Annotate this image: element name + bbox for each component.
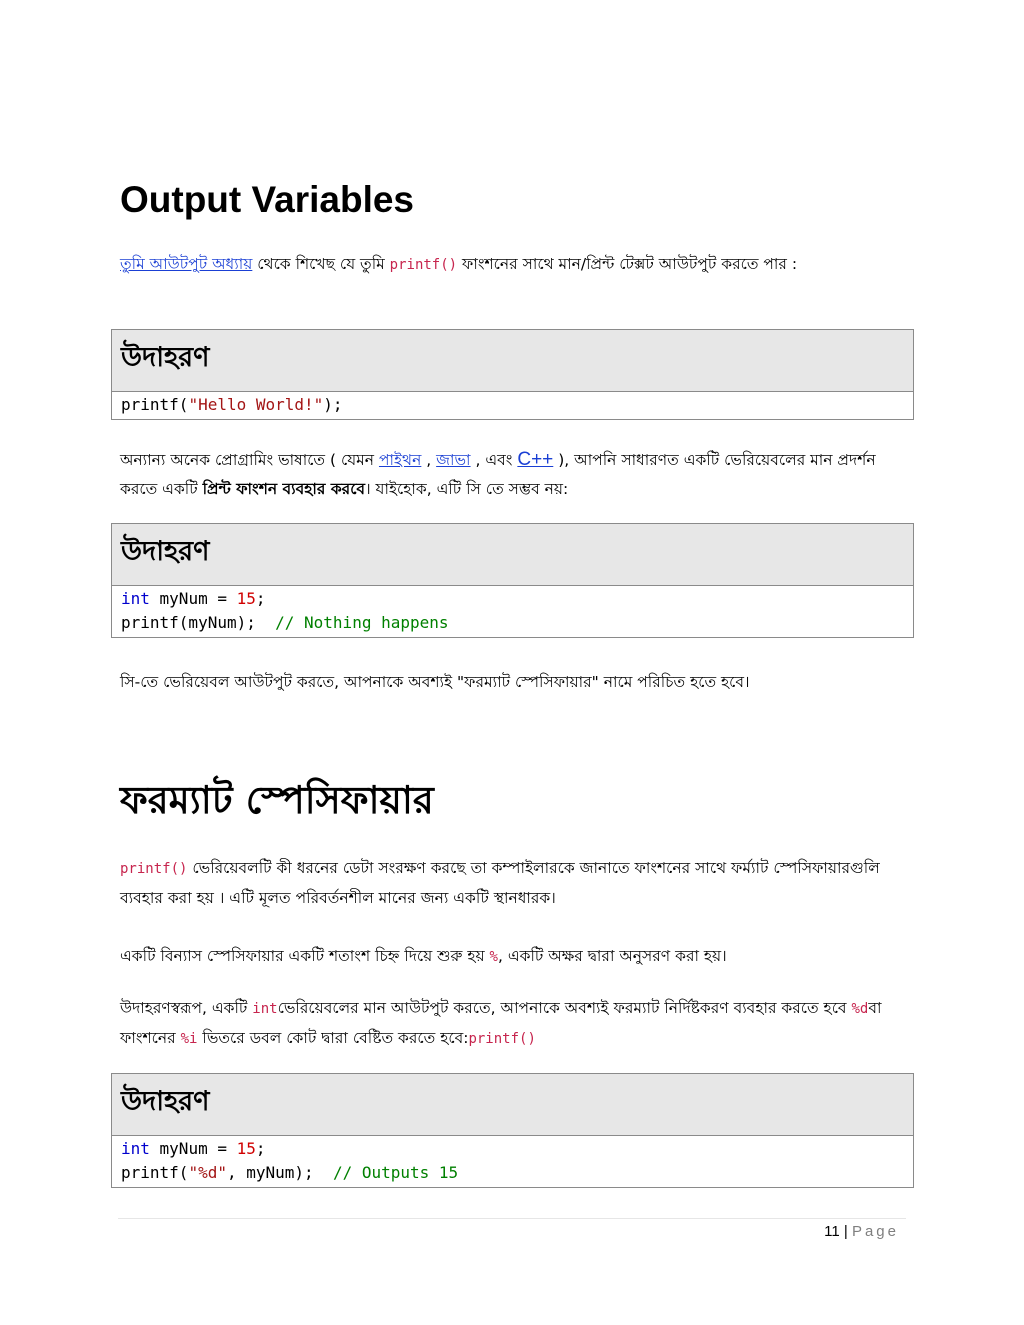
code-block	[112, 1136, 913, 1187]
example-heading: উদাহরণ	[112, 1074, 913, 1136]
code-block	[112, 586, 913, 637]
code-token: ;	[255, 1139, 266, 1158]
printf-code: printf()	[389, 257, 458, 273]
para-text: , একটি অক্ষর দ্বারা অনুসরণ করা হয়।	[497, 947, 727, 965]
para-text: ,	[421, 451, 437, 469]
section-title-output-variables: Output Variables	[120, 179, 415, 220]
para-text: ভিতরে ডবল কোট দ্বারা বেষ্টিত করতে হবে:	[197, 1029, 469, 1047]
section-title-format-specifier: ফরম্যাট স্পেসিফায়ার	[120, 778, 434, 822]
para-text: ভেরিয়েবলটি কী ধরনের ডেটা সংরক্ষণ করছে তা কম্পাইলারকে জানাতে ফাংশনের সাথে ফর্ম্যাট স্পেসিফায়ারগুলি ব্যবহার করা হয় । এটি মূলত পরিবর্তনশীল মানের জন্য একটি স্থানধারক।	[120, 859, 880, 907]
percent-symbol: %	[489, 949, 498, 965]
python-link[interactable]: পাইথন	[378, 451, 422, 469]
para-text: , এবং	[470, 451, 518, 469]
para-text: অন্যান্য অনেক প্রোগ্রামিং ভাষাতে ( যেমন	[120, 451, 379, 469]
para-bold-text: প্রিন্ট ফাংশন ব্যবহার করবে	[202, 480, 366, 498]
example-heading: উদাহরণ	[112, 524, 913, 586]
percent-d-code: %d	[851, 1001, 869, 1017]
code-keyword: int	[121, 589, 150, 608]
code-keyword: int	[121, 1139, 150, 1158]
para-text: উদাহরণস্বরূপ, একটি	[120, 999, 253, 1017]
code-token: ;	[255, 589, 266, 608]
format-specifier-paragraph	[120, 854, 910, 913]
code-number: 15	[236, 1139, 256, 1158]
code-token: myNum =	[149, 589, 237, 608]
code-token: , myNum);	[226, 1163, 333, 1182]
code-token: printf(myNum);	[121, 613, 276, 632]
languages-paragraph	[120, 445, 910, 504]
code-string: "Hello World!"	[188, 395, 324, 414]
example-heading: উদাহরণ	[112, 330, 913, 392]
percent-sign-paragraph	[120, 942, 910, 972]
example-box-1	[111, 329, 914, 420]
code-token: myNum =	[149, 1139, 237, 1158]
int-example-paragraph	[120, 994, 910, 1054]
code-token: printf(	[121, 395, 189, 414]
output-chapter-link[interactable]: তুমি আউটপুট অধ্যায়	[120, 255, 253, 273]
printf-code: printf()	[468, 1031, 536, 1047]
footer-divider	[118, 1218, 906, 1219]
para-text: । যাইহোক, এটি সি তে সম্ভব নয়:	[365, 480, 569, 498]
cpp-link[interactable]: C++	[517, 449, 554, 470]
intro-text-1: থেকে শিখেছ যে তুমি	[252, 255, 390, 273]
code-comment: // Outputs 15	[332, 1163, 459, 1182]
example-box-3	[111, 1073, 914, 1188]
page-label: Page	[851, 1223, 899, 1240]
code-block	[112, 392, 913, 419]
int-code: int	[252, 1001, 278, 1017]
java-link[interactable]: জাভা	[436, 451, 471, 469]
code-token: );	[323, 395, 343, 414]
code-string: "%d"	[188, 1163, 227, 1182]
page-footer	[824, 1221, 899, 1243]
code-comment: // Nothing happens	[275, 613, 449, 632]
percent-i-code: %i	[180, 1031, 198, 1047]
para-text: একটি বিন্যাস স্পেসিফায়ার একটি শতাংশ চিহ্ন দিয়ে শুরু হয়	[120, 947, 490, 965]
para-text: ভেরিয়েবলের মান আউটপুট করতে, আপনাকে অবশ্যই ফরম্যাট নির্দিষ্টকরণ ব্যবহার করতে হবে	[277, 999, 852, 1017]
code-number: 15	[236, 589, 256, 608]
para-text: ), আপনি সাধারণত একটি ভেরিয়েবলের মান প্রদর্শন করতে একটি	[120, 451, 876, 498]
intro-paragraph	[120, 250, 910, 280]
intro-text-2: ফাংশনের সাথে মান/প্রিন্ট টেক্সট আউটপুট করতে পার :	[457, 255, 798, 273]
example-box-2	[111, 523, 914, 638]
code-token: printf(	[121, 1163, 189, 1182]
footer-separator: |	[839, 1223, 852, 1240]
para-text: বা ফাংশনের	[120, 999, 882, 1047]
page-number: 11	[824, 1223, 840, 1240]
printf-code: printf()	[120, 861, 188, 877]
format-specifier-intro: সি-তে ভেরিয়েবল আউটপুট করতে, আপনাকে অবশ্যই "ফরম্যাট স্পেসিফায়ার" নামে পরিচিত হতে হবে।	[120, 673, 750, 691]
